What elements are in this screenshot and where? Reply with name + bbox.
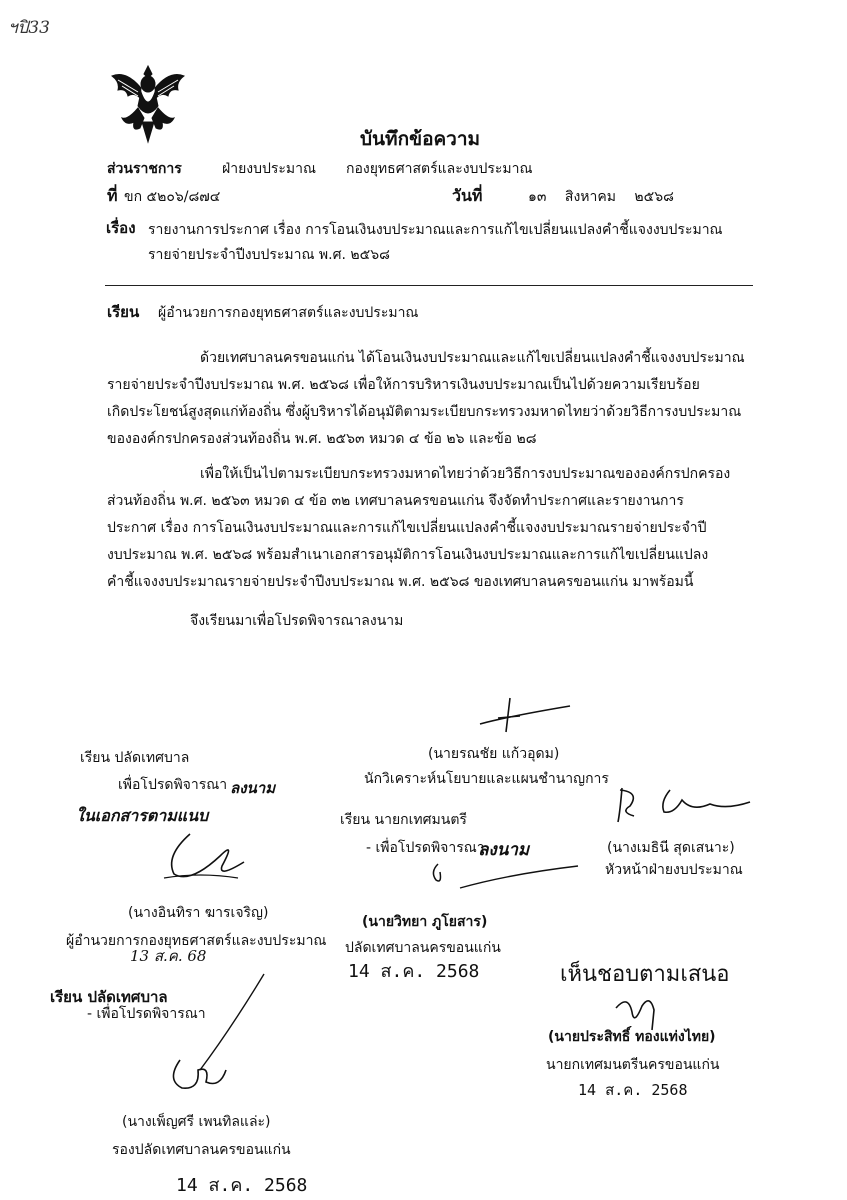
endorse-lower-stamp-date: 14 ส.ค. 2568 (176, 1175, 308, 1196)
endorse-left-hand-date: 13 ส.ค. 68 (130, 947, 207, 965)
endorse-mid-line2: - เพื่อโปรดพิจารณา (366, 840, 485, 856)
endorse-left-line1: เรียน ปลัดเทศบาล (80, 750, 190, 766)
approval-remark: เห็นชอบตามเสนอ (560, 962, 730, 987)
p1-line-4: ขององค์กรปกครองส่วนท้องถิ่น พ.ศ. ๒๕๖๓ หมวด ๔ ข้อ ๒๖ และข้อ ๒๘ (107, 431, 537, 447)
signature-prasit (610, 990, 670, 1032)
signatory2-name: (นางเมธินี สุดเสนาะ) (607, 840, 735, 856)
endorse-lower-line1: เรียน ปลัดเทศบาล (50, 988, 168, 1006)
endorse-left-hand-sign: ลงนาม (230, 779, 276, 797)
signature-phensri (160, 970, 270, 1110)
ref-value: ขก ๕๒๐๖/๘๗๔ (124, 189, 221, 205)
endorse-lower-line2: - เพื่อโปรดพิจารณา (87, 1006, 206, 1022)
date-label: วันที่ (452, 186, 483, 205)
closing-line: จึงเรียนมาเพื่อโปรดพิจารณาลงนาม (190, 613, 404, 629)
agency-division: กองยุทธศาสตร์และงบประมาณ (346, 161, 533, 177)
endorse-mid-stamp-date: 14 ส.ค. 2568 (348, 961, 480, 982)
subject-label: เรื่อง (106, 219, 136, 237)
endorse-mid-position: ปลัดเทศบาลนครขอนแก่น (345, 940, 501, 956)
endorse-left-hand-note: ในเอกสารตามแนบ (76, 806, 209, 825)
signatory2-position: หัวหน้าฝ่ายงบประมาณ (605, 862, 743, 878)
p2-line-4: งบประมาณ พ.ศ. ๒๕๖๘ พร้อมสำเนาเอกสารอนุมัติการโอนเงินงบประมาณและการแก้ไขเปลี่ยนแปลง (107, 547, 709, 563)
salutation-label: เรียน (107, 303, 140, 321)
ref-label: ที่ (107, 186, 118, 205)
p2-line-1: เพื่อให้เป็นไปตามระเบียบกระทรวงมหาดไทยว่าด้วยวิธีการงบประมาณขององค์กรปกครอง (200, 466, 731, 482)
document-title: บันทึกข้อความ (360, 128, 481, 150)
signatory1-name: (นายรณชัย แก้วอุดม) (428, 746, 560, 762)
p2-line-2: ส่วนท้องถิ่น พ.ศ. ๒๕๖๓ หมวด ๔ ข้อ ๓๒ เทศบาลนครขอนแก่น จึงจัดทำประกาศและรายงานการ (107, 493, 684, 509)
approval-stamp-date: 14 ส.ค. 2568 (578, 1081, 688, 1099)
endorse-mid-line1: เรียน นายกเทศมนตรี (340, 812, 467, 828)
endorse-lower-name: (นางเพ็ญศรี เพนทิลแล่ะ) (122, 1114, 271, 1130)
endorse-mid-hand-sign: ลงนาม (478, 840, 530, 860)
signature-inthira (160, 826, 250, 886)
p2-line-5: คำชี้แจงงบประมาณรายจ่ายประจำปีงบประมาณ พ.ศ. ๒๕๖๘ ของเทศบาลนครขอนแก่น มาพร้อมนี้ (107, 574, 694, 590)
p1-line-2: รายจ่ายประจำปีงบประมาณ พ.ศ. ๒๕๖๘ เพื่อให้การบริหารเงินงบประมาณเป็นไปด้วยความเรียบร้อย (107, 377, 700, 393)
endorse-left-position: ผู้อำนวยการกองยุทธศาสตร์และงบประมาณ (66, 933, 327, 949)
endorse-mid-name: (นายวิทยา ภูโยสาร) (362, 914, 488, 930)
p2-line-3: ประกาศ เรื่อง การโอนเงินงบประมาณและการแก้ไขเปลี่ยนแปลงคำชี้แจงงบประมาณรายจ่ายประจำปี (107, 520, 707, 536)
header-divider (105, 285, 753, 286)
corner-handwritten-mark: ฯปิ33 (8, 18, 50, 38)
agency-unit: ฝ่ายงบประมาณ (222, 161, 316, 177)
endorse-left-line2: เพื่อโปรดพิจารณา (118, 777, 228, 793)
signature-witthaya (420, 858, 580, 898)
signature-methinee (600, 782, 770, 832)
garuda-emblem-icon (108, 62, 188, 144)
salutation-value: ผู้อำนวยการกองยุทธศาสตร์และงบประมาณ (158, 305, 419, 321)
subject-line-1: รายงานการประกาศ เรื่อง การโอนเงินงบประมาณและการแก้ไขเปลี่ยนแปลงคำชี้แจงงบประมาณ (148, 222, 723, 238)
endorse-lower-position: รองปลัดเทศบาลนครขอนแก่น (112, 1142, 291, 1158)
endorse-left-name: (นางอินทิรา ฆารเจริญ) (128, 905, 269, 921)
approval-position: นายกเทศมนตรีนครขอนแก่น (546, 1057, 720, 1073)
signature-ronnachai (470, 696, 580, 736)
p1-line-1: ด้วยเทศบาลนครขอนแก่น ได้โอนเงินงบประมาณและแก้ไขเปลี่ยนแปลงคำชี้แจงงบประมาณ (200, 350, 745, 366)
subject-line-2: รายจ่ายประจำปีงบประมาณ พ.ศ. ๒๕๖๘ (148, 247, 390, 263)
agency-label: ส่วนราชการ (107, 161, 182, 177)
date-value: ๑๓ สิงหาคม ๒๕๖๘ (528, 189, 674, 205)
p1-line-3: เกิดประโยชน์สูงสุดแก่ท้องถิ่น ซึ่งผู้บริหารได้อนุมัติตามระเบียบกระทรวงมหาดไทยว่าด้วยวิธีการงบประมาณ (107, 404, 742, 420)
signatory1-position: นักวิเคราะห์นโยบายและแผนชำนาญการ (364, 771, 609, 787)
approval-name: (นายประสิทธิ์ ทองแท่งไทย) (548, 1029, 716, 1045)
